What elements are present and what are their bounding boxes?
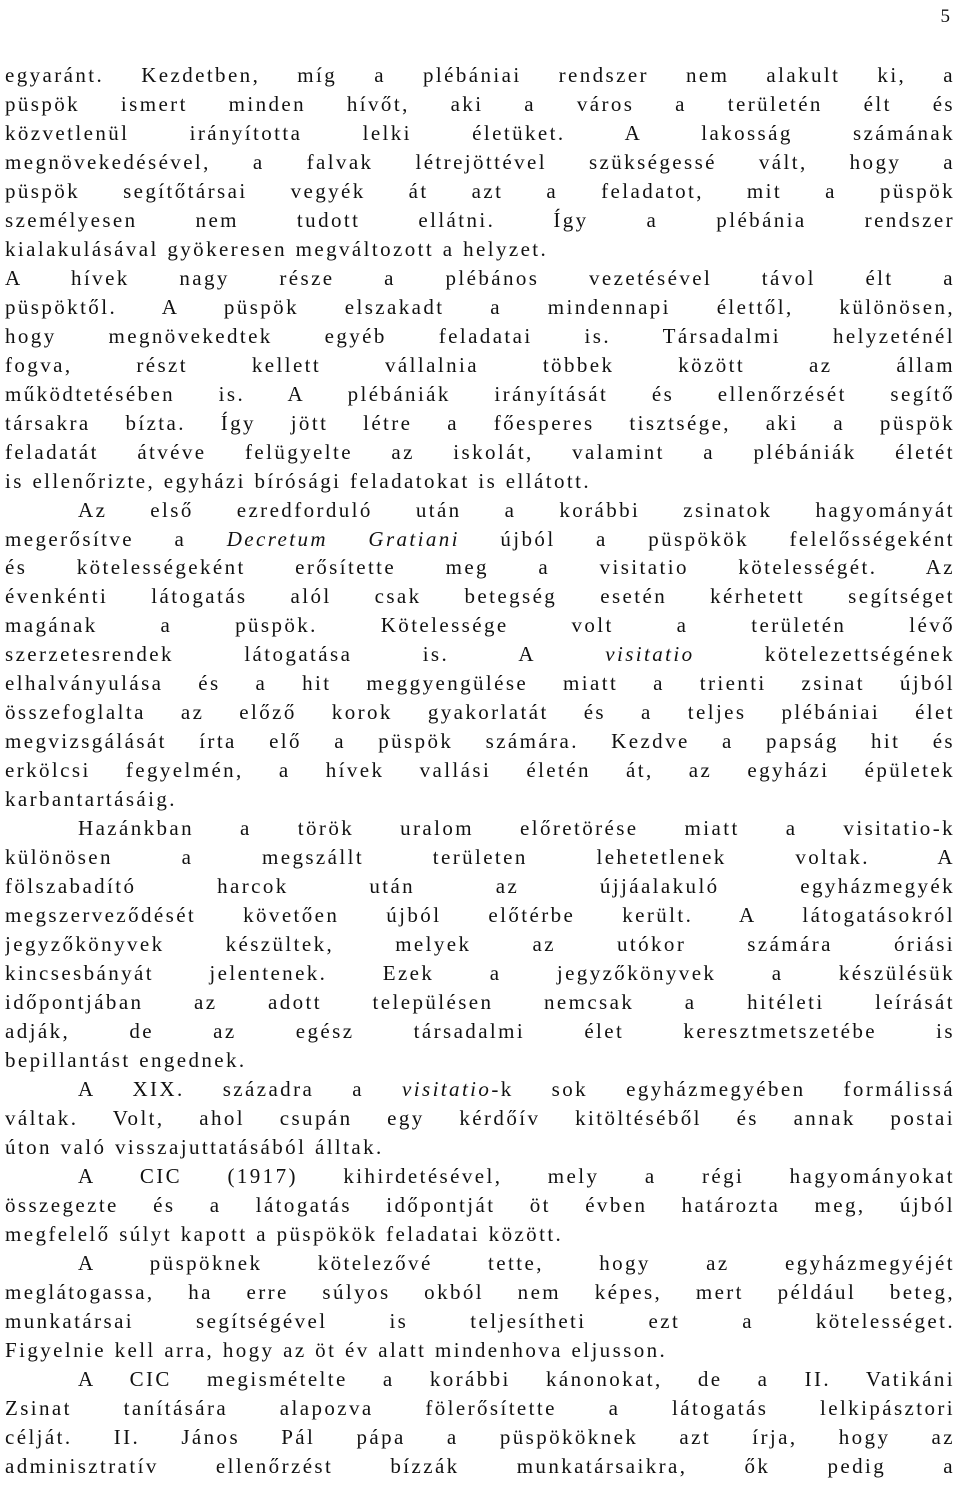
text-line: közvetlenül irányította lelki életüket. A lakosság számának xyxy=(5,120,955,145)
body-text xyxy=(5,61,955,1480)
text-line: meglátogassa, ha erre súlyos okból nem képes, mert például beteg, xyxy=(5,1279,955,1304)
text-line: Zsinat tanítására alapozva fölerősítette a látogatás lelkipásztori xyxy=(5,1395,955,1420)
text-line: kialakulásával gyökeresen megváltozott a helyzet. xyxy=(5,236,549,261)
text-line: összegezte és a látogatás időpontját öt évben határozta meg, újból xyxy=(5,1192,955,1217)
text-line: egyaránt. Kezdetben, míg a plébániai rendszer nem alakult ki, a xyxy=(5,63,955,87)
text-line: adják, de az egész társadalmi élet keresztmetszetébe is xyxy=(5,1018,955,1043)
italic-term: visitatio xyxy=(605,642,695,667)
text-line: is ellenőrizte, egyházi bírósági feladatokat is ellátott. xyxy=(5,468,591,493)
text-line: karbantartásáig. xyxy=(5,787,177,812)
text-line: megszerveződését követően újból előtérbe került. A látogatásokról xyxy=(5,903,955,928)
text-segment: megerősítve a xyxy=(5,526,227,551)
text-line: fölszabadító harcok után az újjáalakuló egyházmegyék xyxy=(5,874,955,899)
text-line: váltak. Volt, ahol csupán egy kérdőív kitöltéséből és annak postai xyxy=(5,1105,955,1130)
italic-term: visitatio xyxy=(402,1076,492,1101)
text-line: feladatát átvéve felügyelte az iskolát, valamint a plébániák életét xyxy=(5,439,955,464)
text-line: magának a püspök. Kötelessége volt a területén lévő xyxy=(5,613,955,638)
text-line: erkölcsi fegyelmén, a hívek vallási életén át, az egyházi épületek xyxy=(5,758,955,783)
text-line: úton való visszajuttatásából álltak. xyxy=(5,1134,384,1159)
text-segment: szerzetesrendek látogatása is. A xyxy=(5,642,606,667)
text-line: időpontjában az adott településen nemcsak a hitéleti leírását xyxy=(5,990,955,1014)
italic-term: Decretum Gratiani xyxy=(226,526,460,551)
text-line xyxy=(5,525,955,554)
text-line: társakra bízta. Így jött létre a főesperes tisztsége, aki a püspök xyxy=(5,410,955,435)
text-line: kincsesbányát jelentenek. Ezek a jegyzőkönyvek a készülésük xyxy=(5,961,955,986)
text-line: megfelelő súlyt kapott a püspökök feladatai között. xyxy=(5,1221,564,1246)
text-line: adminisztratív ellenőrzést bízzák munkatársaikra, ők pedig a xyxy=(5,1453,955,1478)
text-segment: újból a püspökök felelősségeként xyxy=(459,526,955,551)
text-line: püspök ismert minden hívőt, aki a város a területén élt és xyxy=(5,91,955,116)
text-line: fogva, részt kellett vállalnia többek között az állam xyxy=(5,352,955,377)
text-line: megvizsgálását írta elő a püspök számára. Kezdve a papság hit és xyxy=(5,729,955,754)
text-line: és kötelességeként erősítette meg a visitatio kötelességét. Az xyxy=(5,555,955,580)
text-line: elhalványulása és a hit meggyengülése miatt a trienti zsinat újból xyxy=(5,671,955,696)
text-line: munkatársai segítségével is teljesítheti ezt a kötelességet. xyxy=(5,1308,955,1333)
text-segment: -k sok egyházmegyében formálissá xyxy=(491,1076,955,1101)
text-line: Hazánkban a török uralom előretörése miatt a visitatio-k xyxy=(78,816,955,841)
text-line: A hívek nagy része a plébános vezetésével távol élt a xyxy=(5,265,955,290)
text-line: A CIC megismételte a korábbi kánonokat, de a II. Vatikáni xyxy=(78,1366,955,1391)
text-segment: kötelezettségének xyxy=(694,642,955,667)
text-line: évenkénti látogatás alól csak betegség esetén kérhetett segítséget xyxy=(5,584,955,609)
text-line: A CIC (1917) kihirdetésével, mely a régi hagyományokat xyxy=(78,1163,955,1188)
text-line: összefoglalta az előző korok gyakorlatát és a teljes plébániai élet xyxy=(5,700,955,725)
text-line xyxy=(5,640,955,669)
text-line xyxy=(5,1075,955,1104)
page-number: 5 xyxy=(940,6,950,27)
text-line: Az első ezredforduló után a korábbi zsinatok hagyományát xyxy=(78,497,955,522)
text-line: megnövekedésével, a falvak létrejöttével szükségessé vált, hogy a xyxy=(5,149,955,174)
text-line: célját. II. János Pál pápa a püspököknek azt írja, hogy az xyxy=(5,1424,955,1449)
text-line: püspök segítőtársai vegyék át azt a feladatot, mit a püspök xyxy=(5,178,955,203)
text-line: Figyelnie kell arra, hogy az öt év alatt mindenhova eljusson. xyxy=(5,1337,668,1362)
text-line: püspöktől. A püspök elszakadt a mindennapi élettől, különösen, xyxy=(5,294,955,319)
text-line: jegyzőkönyvek készültek, melyek az utókor számára óriási xyxy=(5,932,955,957)
text-line: A püspöknek kötelezővé tette, hogy az egyházmegyéjét xyxy=(78,1250,955,1275)
text-line: hogy megnövekedtek egyéb feladatai is. Társadalmi helyzeténél xyxy=(5,323,955,348)
text-segment: A XIX. századra a xyxy=(78,1076,403,1101)
text-line: működtetésében is. A plébániák irányítását és ellenőrzését segítő xyxy=(5,381,955,406)
text-line: bepillantást engednek. xyxy=(5,1047,247,1072)
text-line: különösen a megszállt területen lehetetlenek voltak. A xyxy=(5,845,955,870)
text-line: személyesen nem tudott ellátni. Így a plébánia rendszer xyxy=(5,207,955,232)
